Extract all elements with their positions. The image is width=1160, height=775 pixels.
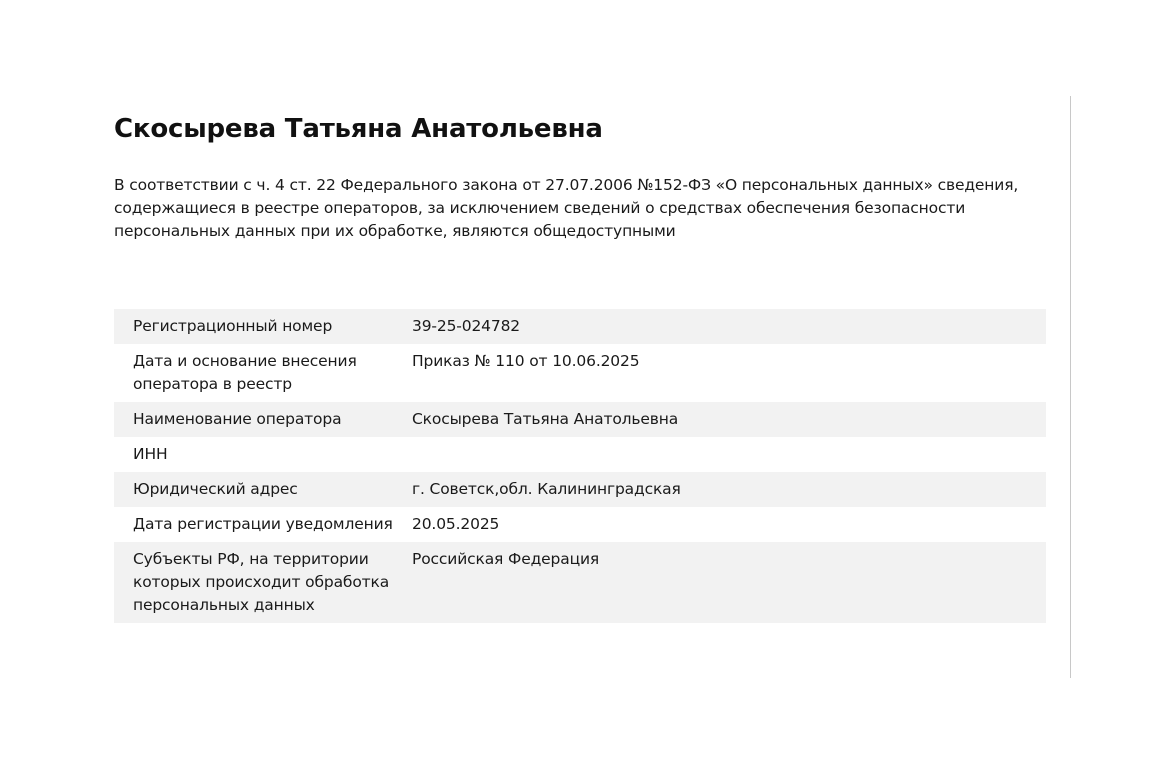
row-value: г. Советск,обл. Калининградская: [412, 480, 681, 498]
table-row-operator-name: [114, 402, 1046, 437]
row-label: Наименование оператора: [133, 410, 342, 428]
table-row-regions: [114, 542, 1046, 623]
row-label: Дата регистрации уведомления: [133, 515, 393, 533]
row-value: [412, 437, 1046, 472]
table-row-inn: [114, 437, 1046, 472]
table-row-registry-entry: [114, 344, 1046, 402]
row-value: 20.05.2025: [412, 515, 500, 533]
row-label: Регистрационный номер: [133, 317, 333, 335]
row-label: Юридический адрес: [133, 480, 298, 498]
page-title: Скосырева Татьяна Анатольевна: [114, 114, 603, 144]
row-label: Дата и основание внесения оператора в реестр: [133, 352, 357, 393]
table-row-notification-date: [114, 507, 1046, 542]
operator-info-table: [114, 309, 1046, 623]
table-row-legal-address: [114, 472, 1046, 507]
operator-card: [114, 112, 1046, 614]
row-value: Приказ № 110 от 10.06.2025: [412, 352, 640, 370]
table-row-registration-number: [114, 309, 1046, 344]
public-data-notice: В соответствии с ч. 4 ст. 22 Федерального закона от 27.07.2006 №152-ФЗ «О персональных данных» сведения, содержащиеся в реестре операторов, за исключением сведений о средствах обеспечения безопасности персональных данных при их обработке, являются общедоступными: [114, 176, 1019, 240]
row-label: Субъекты РФ, на территории которых происходит обработка персональных данных: [133, 550, 390, 614]
content-right-border: [1070, 96, 1071, 678]
row-value: Скосырева Татьяна Анатольевна: [412, 410, 679, 428]
row-label: ИНН: [133, 445, 168, 463]
row-value: 39-25-024782: [412, 317, 521, 335]
row-value: Российская Федерация: [412, 550, 600, 568]
